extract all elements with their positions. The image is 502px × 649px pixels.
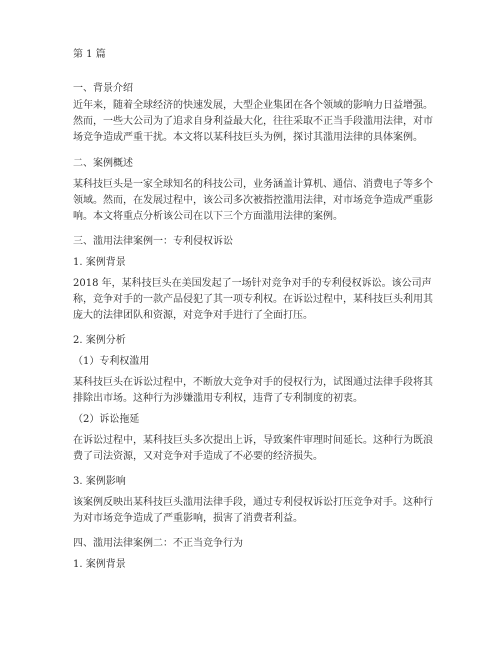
- paragraph-line: 某科技巨头是一家全球知名的科技公司，业务涵盖计算机、通信、消费电子等多个: [73, 179, 433, 190]
- paragraph-line: 2018 年，某科技巨头在美国发起了一场针对竞争对手的专利侵权诉讼。该公司声: [73, 278, 432, 289]
- paragraph-line: 庞大的法律团队和资源，对竞争对手进行了全面打压。: [73, 310, 313, 321]
- subsection-heading: 1. 案例背景: [73, 559, 126, 570]
- paragraph-line: 某科技巨头在诉讼过程中，不断放大竞争对手的侵权行为，试图通过法律手段将其: [73, 377, 433, 388]
- section-heading: 二、案例概述: [73, 158, 133, 169]
- subsection-heading: 2. 案例分析: [73, 335, 126, 346]
- paragraph-line: 然而，一些大公司为了追求自身利益最大化，往往采取不正当手段滥用法律，对市: [73, 116, 433, 127]
- section-heading: 一、背景介绍: [73, 83, 133, 94]
- paragraph-line: 该案例反映出某科技巨头滥用法律手段，通过专利侵权诉讼打压竞争对手。这种行: [73, 497, 433, 508]
- subsection-heading: （2）诉讼拖延: [73, 414, 140, 425]
- paragraph-line: 称，竞争对手的一款产品侵犯了其一项专利权。在诉讼过程中，某科技巨头利用其: [73, 294, 433, 305]
- subsection-heading: 3. 案例影响: [73, 476, 126, 487]
- paragraph-line: 领域。然而，在发展过程中，该公司多次被指控滥用法律，对市场竞争造成严重影: [73, 195, 433, 206]
- section-heading: 三、滥用法律案例一：专利侵权诉讼: [73, 236, 233, 247]
- subsection-heading: 1. 案例背景: [73, 257, 126, 268]
- subsection-heading: （1）专利权滥用: [73, 356, 150, 367]
- paragraph-line: 在诉讼过程中，某科技巨头多次提出上诉，导致案件审理时间延长。这种行为既浪: [73, 435, 433, 446]
- paragraph-line: 排除出市场。这种行为涉嫌滥用专利权，违背了专利制度的初衷。: [73, 393, 363, 404]
- document-part-label: 第 1 篇: [73, 49, 106, 60]
- paragraph-line: 费了司法资源，又对竞争对手造成了不必要的经济损失。: [73, 451, 323, 462]
- paragraph-line: 近年来，随着全球经济的快速发展，大型企业集团在各个领域的影响力日益增强。: [73, 100, 433, 111]
- section-heading: 四、滥用法律案例二：不正当竞争行为: [73, 538, 243, 549]
- paragraph-line: 场竞争造成严重干扰。本文将以某科技巨头为例，探讨其滥用法律的具体案例。: [73, 132, 423, 143]
- paragraph-line: 响。本文将重点分析该公司在以下三个方面滥用法律的案例。: [73, 211, 343, 222]
- paragraph-line: 为对市场竞争造成了严重影响，损害了消费者利益。: [73, 513, 303, 524]
